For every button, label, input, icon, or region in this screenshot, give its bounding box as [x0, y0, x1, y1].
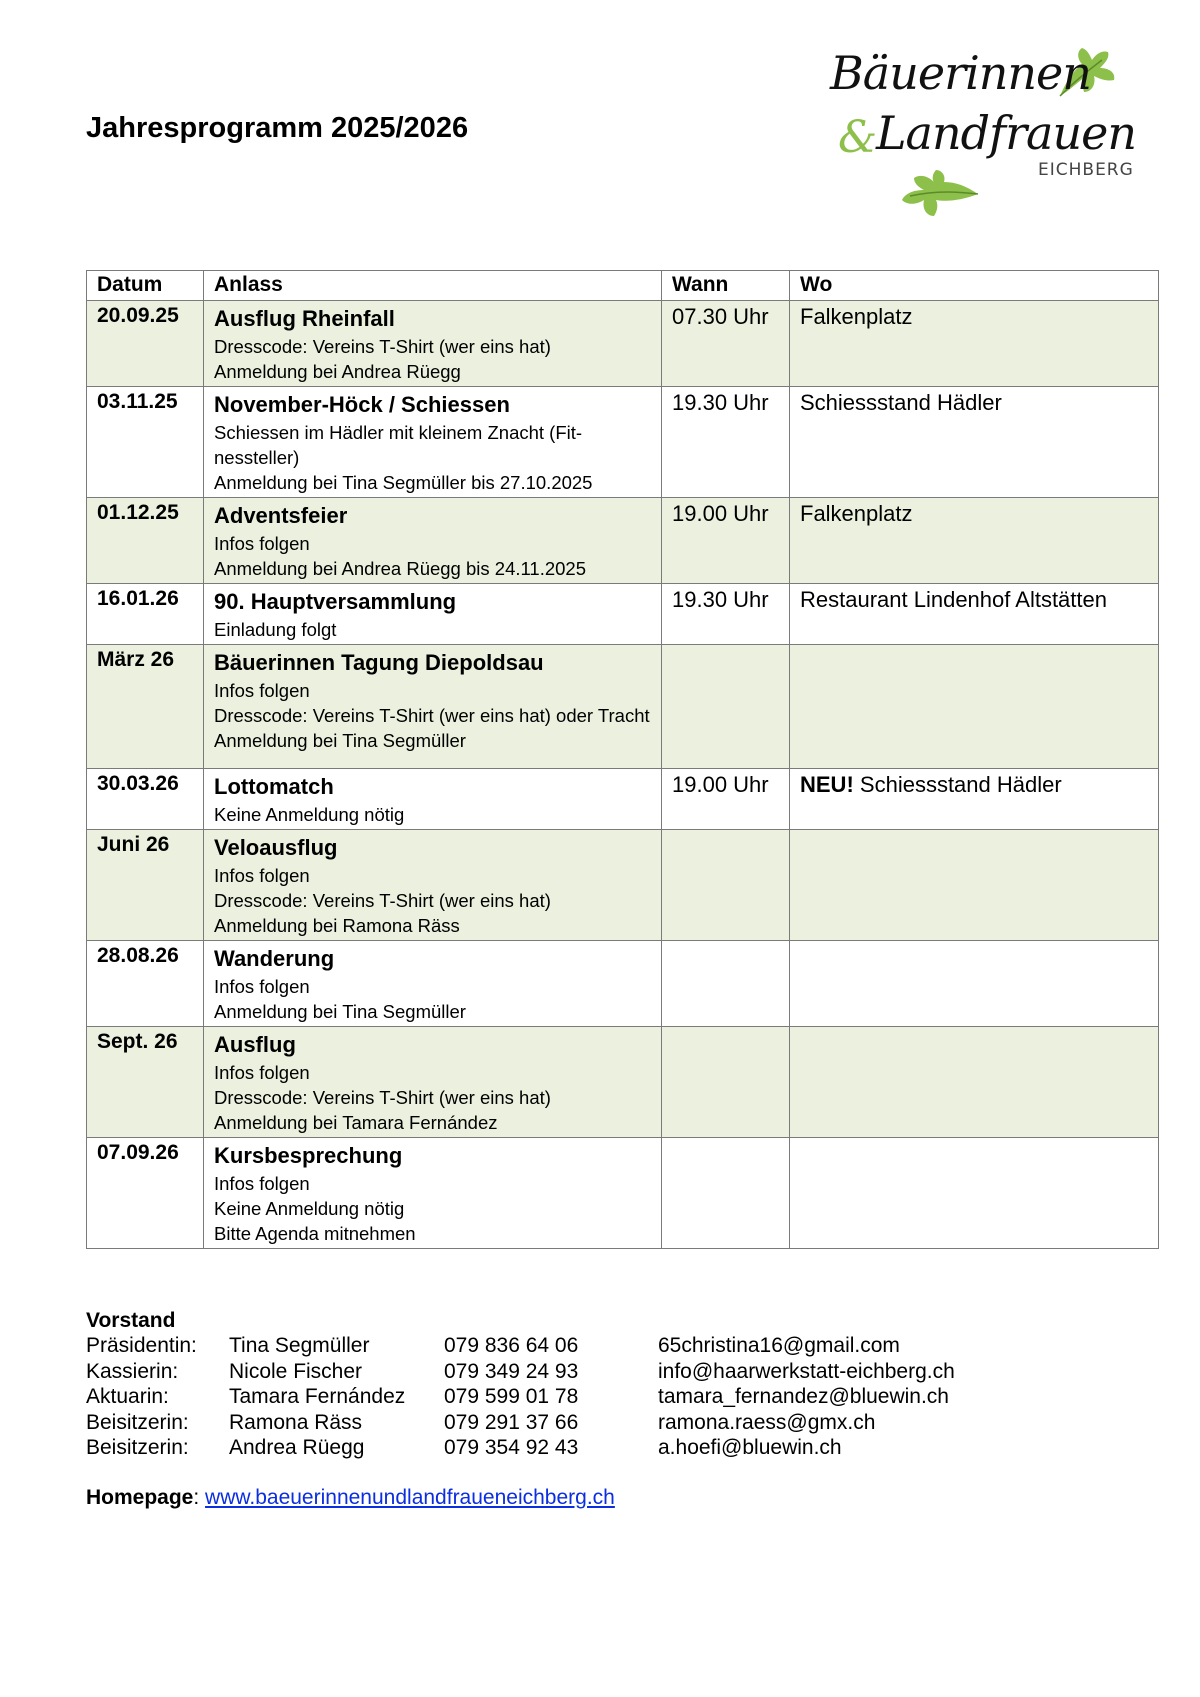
- event-detail: Anmeldung bei Tina Segmüller: [214, 1001, 466, 1022]
- board-phone: 079 599 01 78: [444, 1385, 579, 1408]
- board-email[interactable]: info@haarwerkstatt-eichberg.ch: [658, 1359, 955, 1383]
- logo-line-3: EICHBERG: [1038, 160, 1134, 180]
- event-detail: Schiessen im Hädler mit kleinem Znacht (Fit-nessteller): [214, 422, 583, 468]
- event-time: 19.00 Uhr: [662, 498, 790, 584]
- board-phone: 079 354 92 43: [444, 1436, 579, 1459]
- event-detail: Infos folgen: [214, 680, 310, 701]
- board-name: Nicole Fischer: [229, 1359, 363, 1383]
- logo-line-2: Landfrauen: [876, 106, 1136, 160]
- event-time: 19.30 Uhr: [662, 387, 790, 498]
- event-date: 03.11.25: [87, 387, 204, 498]
- event-place-name: Schiessstand Hädler: [800, 390, 1002, 415]
- event-date: 28.08.26: [87, 941, 204, 1027]
- event-time: 19.30 Uhr: [662, 584, 790, 645]
- event-detail: Bitte Agenda mitnehmen: [214, 1223, 416, 1244]
- event-detail: Keine Anmeldung nötig: [214, 1198, 405, 1219]
- header-date: Datum: [87, 271, 204, 301]
- table-row: [87, 1138, 1159, 1249]
- event-title: Kursbesprechung: [214, 1143, 403, 1168]
- event-title: 90. Hauptversammlung: [214, 589, 457, 614]
- table-row: [87, 584, 1159, 645]
- board-role: Beisitzerin:: [86, 1410, 189, 1434]
- program-table: [86, 270, 1159, 1249]
- event-cell: [204, 387, 662, 498]
- event-place: [790, 645, 1159, 769]
- table-row: [87, 498, 1159, 584]
- event-detail: Anmeldung bei Ramona Räss: [214, 915, 460, 936]
- event-detail: Dresscode: Vereins T-Shirt (wer eins hat): [214, 890, 551, 911]
- new-badge: NEU!: [800, 772, 854, 797]
- event-date: 07.09.26: [87, 1138, 204, 1249]
- table-row: [87, 301, 1159, 387]
- board-role: Kassierin:: [86, 1359, 179, 1383]
- event-date: Sept. 26: [87, 1027, 204, 1138]
- event-title: Veloausflug: [214, 835, 338, 860]
- event-place: [790, 941, 1159, 1027]
- list-item: [86, 1384, 949, 1410]
- event-place-name: Restaurant Lindenhof Altstätten: [800, 587, 1107, 612]
- event-detail: Infos folgen: [214, 533, 310, 554]
- event-date: 30.03.26: [87, 769, 204, 830]
- event-cell: [204, 769, 662, 830]
- event-cell: [204, 1027, 662, 1138]
- event-title: November-Höck / Schiessen: [214, 392, 510, 417]
- event-time: 07.30 Uhr: [662, 301, 790, 387]
- event-detail: Dresscode: Vereins T-Shirt (wer eins hat): [214, 1087, 551, 1108]
- event-cell: [204, 830, 662, 941]
- event-detail: Anmeldung bei Andrea Rüegg: [214, 361, 461, 382]
- event-time: [662, 645, 790, 769]
- event-title: Bäuerinnen Tagung Diepoldsau: [214, 650, 544, 675]
- event-time: 19.00 Uhr: [662, 769, 790, 830]
- event-place: [790, 301, 1159, 387]
- event-detail: Anmeldung bei Tina Segmüller bis 27.10.2025: [214, 472, 593, 493]
- list-item: [86, 1435, 842, 1461]
- board-title: Vorstand: [86, 1309, 176, 1332]
- board-phone: 079 349 24 93: [444, 1359, 579, 1383]
- board-section: [86, 1308, 955, 1461]
- event-detail: Infos folgen: [214, 976, 310, 997]
- event-detail: Infos folgen: [214, 1062, 310, 1083]
- event-cell: [204, 941, 662, 1027]
- event-detail: Anmeldung bei Tina Segmüller: [214, 730, 466, 751]
- event-date: 16.01.26: [87, 584, 204, 645]
- table-row: [87, 941, 1159, 1027]
- event-cell: [204, 1138, 662, 1249]
- logo-line-1: Bäuerinnen: [830, 46, 1091, 100]
- table-row: [87, 769, 1159, 830]
- event-title: Wanderung: [214, 946, 335, 971]
- event-time: [662, 1027, 790, 1138]
- event-cell: [204, 584, 662, 645]
- homepage-separator: :: [193, 1486, 200, 1509]
- event-place-name: Falkenplatz: [800, 501, 913, 526]
- board-name: Andrea Rüegg: [229, 1436, 365, 1459]
- event-detail: Anmeldung bei Andrea Rüegg bis 24.11.2025: [214, 558, 586, 579]
- event-title: Ausflug: [214, 1032, 296, 1057]
- board-name: Ramona Räss: [229, 1410, 363, 1434]
- list-item: [86, 1359, 955, 1385]
- table-row: [87, 830, 1159, 941]
- board-role: Präsidentin:: [86, 1334, 197, 1357]
- homepage-line: [86, 1486, 615, 1510]
- oak-leaf-icon: [892, 166, 982, 220]
- table-header-row: [87, 271, 1159, 301]
- board-email[interactable]: ramona.raess@gmx.ch: [658, 1410, 876, 1434]
- event-place: [790, 769, 1159, 830]
- event-detail: Dresscode: Vereins T-Shirt (wer eins hat) oder Tracht: [214, 705, 650, 726]
- board-phone: 079 836 64 06: [444, 1334, 579, 1357]
- list-item: [86, 1333, 900, 1359]
- event-title: Adventsfeier: [214, 503, 348, 528]
- table-row: [87, 645, 1159, 769]
- page-title: Jahresprogramm 2025/2026: [86, 112, 469, 144]
- logo: [820, 40, 1150, 220]
- table-row: [87, 387, 1159, 498]
- event-time: [662, 941, 790, 1027]
- event-place: [790, 498, 1159, 584]
- homepage-label: Homepage: [86, 1486, 194, 1509]
- event-cell: [204, 301, 662, 387]
- event-place-name: Falkenplatz: [800, 304, 913, 329]
- header-event: Anlass: [204, 271, 662, 301]
- event-place: [790, 387, 1159, 498]
- event-detail: Anmeldung bei Tamara Fernández: [214, 1112, 498, 1133]
- event-date: 20.09.25: [87, 301, 204, 387]
- board-email[interactable]: 65christina16@gmail.com: [658, 1334, 900, 1357]
- event-detail: Keine Anmeldung nötig: [214, 804, 405, 825]
- event-title: Ausflug Rheinfall: [214, 306, 395, 331]
- event-detail: Infos folgen: [214, 1173, 310, 1194]
- header-time: Wann: [662, 271, 790, 301]
- board-list: [86, 1333, 955, 1461]
- header-place: Wo: [790, 271, 1159, 301]
- event-place: [790, 1138, 1159, 1249]
- homepage-link[interactable]: www.baeuerinnenundlandfraueneichberg.ch: [205, 1486, 615, 1509]
- board-phone: 079 291 37 66: [444, 1410, 579, 1434]
- board-name: Tamara Fernández: [229, 1385, 406, 1408]
- event-place: [790, 830, 1159, 941]
- table-row: [87, 1027, 1159, 1138]
- event-detail: Infos folgen: [214, 865, 310, 886]
- program-table-body: [87, 301, 1159, 1249]
- board-role: Aktuarin:: [86, 1385, 169, 1408]
- board-email[interactable]: tamara_fernandez@bluewin.ch: [658, 1385, 949, 1408]
- event-place-name: Schiessstand Hädler: [859, 772, 1062, 797]
- event-date: 01.12.25: [87, 498, 204, 584]
- event-cell: [204, 498, 662, 584]
- event-time: [662, 830, 790, 941]
- board-role: Beisitzerin:: [86, 1436, 189, 1459]
- event-cell: [204, 645, 662, 769]
- board-name: Tina Segmüller: [229, 1334, 370, 1357]
- event-place: [790, 584, 1159, 645]
- event-detail: Einladung folgt: [214, 619, 337, 640]
- event-detail: Dresscode: Vereins T-Shirt (wer eins hat): [214, 336, 551, 357]
- board-email[interactable]: a.hoefi@bluewin.ch: [658, 1436, 842, 1459]
- event-date: März 26: [87, 645, 204, 769]
- event-time: [662, 1138, 790, 1249]
- event-date: Juni 26: [87, 830, 204, 941]
- logo-ampersand: &: [838, 112, 878, 163]
- list-item: [86, 1410, 876, 1436]
- event-title: Lottomatch: [214, 774, 334, 799]
- event-place: [790, 1027, 1159, 1138]
